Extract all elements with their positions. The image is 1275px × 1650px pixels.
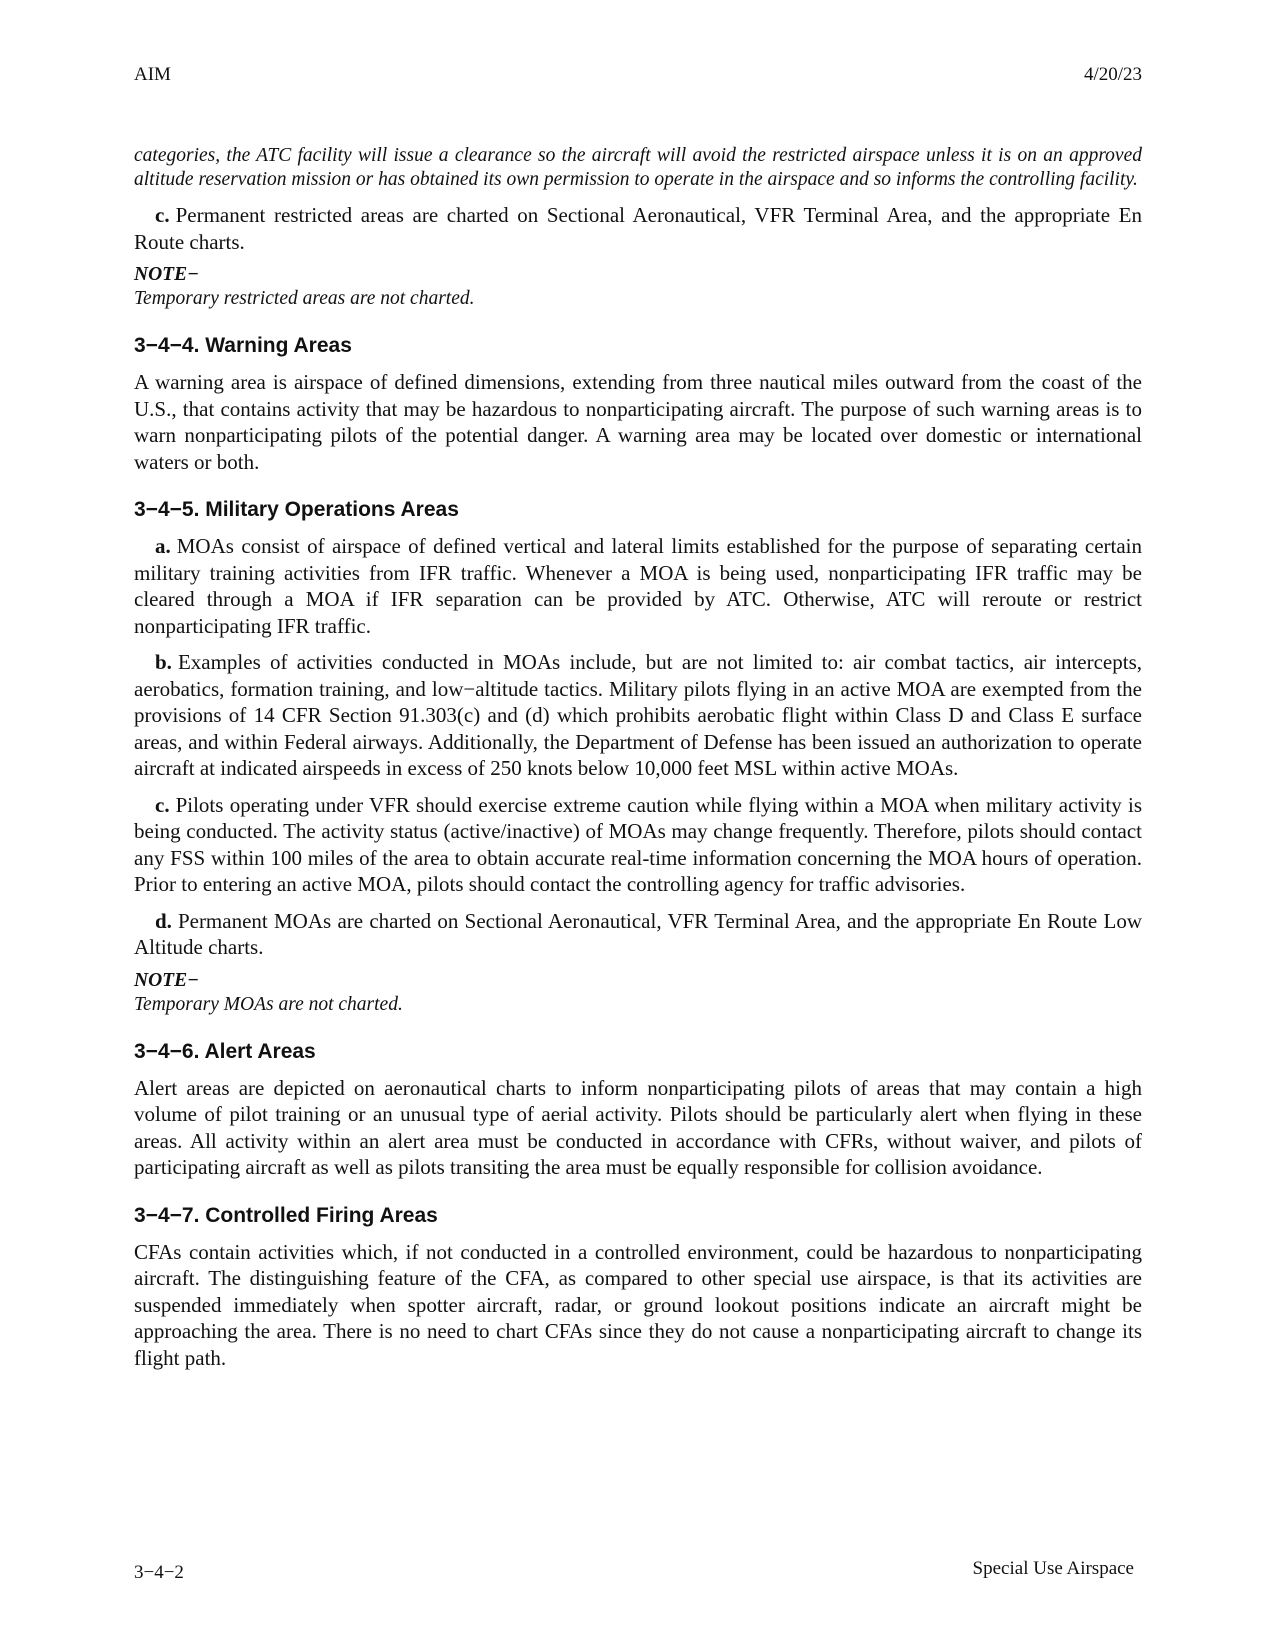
paragraph-text: MOAs consist of airspace of defined vertical and lateral limits established for the purpose of separating certain military training activities from IFR traffic. Whenever a MOA is being used, nonparticipating IFR traffic may be cleared through a MOA if IFR separation can be provided by ATC. Otherwise, ATC will reroute or restrict nonparticipating IFR traffic. xyxy=(134,534,1142,638)
header-date: 4/20/23 xyxy=(1083,64,1142,85)
moa-paragraph-a xyxy=(134,533,1142,639)
restricted-note xyxy=(134,263,1142,311)
note-text: Temporary MOAs are not charted. xyxy=(134,993,403,1015)
paragraph-label: b. xyxy=(155,650,172,674)
footer-chapter-title: Special Use Airspace xyxy=(972,1558,1134,1579)
page-header xyxy=(134,64,1142,90)
note-title: NOTE− xyxy=(134,969,199,991)
paragraph-text: Permanent restricted areas are charted on Sectional Aeronautical, VFR Terminal Area, and the appropriate En Route charts. xyxy=(134,203,1142,254)
alert-areas-text: Alert areas are depicted on aeronautical charts to inform nonparticipating pilots of areas that may contain a high volume of pilot training or an unusual type of aerial activity. Pilots should be particularly alert when flying in these areas. All activity within an alert area must be conducted in accordance with CFRs, without waiver, and pilots of participating aircraft as well as pilots transiting the area must be equally responsible for collision avoidance. xyxy=(134,1075,1142,1179)
section-heading-warning-areas: 3−4−4. Warning Areas xyxy=(134,334,352,357)
note-text: Temporary restricted areas are not charted. xyxy=(134,288,475,309)
paragraph-label: c. xyxy=(155,203,170,227)
page-body xyxy=(134,144,1142,1371)
paragraph-label: a. xyxy=(155,534,171,558)
controlled-firing-areas-text: CFAs contain activities which, if not conducted in a controlled environment, could be hazardous to nonparticipating aircraft. The distinguishing feature of the CFA, as compared to other special use airspace, is that its activities are suspended immediately when spotter aircraft, radar, or ground lookout positions indicate an aircraft might be approaching the area. There is no need to chart CFAs since they do not cause a nonparticipating aircraft to change its flight path. xyxy=(134,1239,1142,1370)
footer-page-number: 3−4−2 xyxy=(134,1562,184,1583)
section-heading-military-operations-areas: 3−4−5. Military Operations Areas xyxy=(134,498,459,521)
note-title: NOTE− xyxy=(134,264,199,285)
paragraph-label: d. xyxy=(155,908,172,933)
moa-paragraph-d xyxy=(134,908,1142,961)
paragraph-text: Pilots operating under VFR should exercise extreme caution while flying within a MOA when military activity is being conducted. The activity status (active/inactive) of MOAs may change frequently. Therefore, pilots should contact any FSS within 100 miles of the area to obtain accurate real-time information concerning the MOA hours of operation. Prior to entering an active MOA, pilots should contact the controlling agency for traffic advisories. xyxy=(134,792,1142,896)
paragraph-text: Examples of activities conducted in MOAs include, but are not limited to: air combat tactics, air intercepts, aerobatics, formation training, and low−altitude tactics. Military pilots flying in an active MOA are exempted from the provisions of 14 CFR Section 91.303(c) and (d) which prohibits aerobatic flight within Class D and Class E surface areas, and within Federal airways. Additionally, the Department of Defense has been issued an authorization to operate aircraft at indicated airspeeds in excess of 250 knots below 10,000 feet MSL within active MOAs. xyxy=(134,650,1142,780)
warning-areas-text: A warning area is airspace of defined dimensions, extending from three nautical miles outward from the coast of the U.S., that contains activity that may be hazardous to nonparticipating aircraft. The purpose of such warning areas is to warn nonparticipating pilots of the potential danger. A warning area may be located over domestic or international waters or both. xyxy=(134,370,1142,474)
document-page xyxy=(134,0,1142,1650)
paragraph-text: Permanent MOAs are charted on Sectional Aeronautical, VFR Terminal Area, and the appropriate En Route Low Altitude charts. xyxy=(134,908,1142,959)
moa-paragraph-b xyxy=(134,649,1142,782)
paragraph-label: c. xyxy=(155,792,170,817)
section-heading-controlled-firing-areas: 3−4−7. Controlled Firing Areas xyxy=(134,1203,438,1227)
section-heading-alert-areas: 3−4−6. Alert Areas xyxy=(134,1039,316,1063)
restricted-paragraph-c xyxy=(134,202,1142,255)
header-publication: AIM xyxy=(134,64,171,85)
moa-paragraph-c xyxy=(134,792,1142,898)
moa-note xyxy=(134,969,1142,1017)
continuation-text: categories, the ATC facility will issue a clearance so the aircraft will avoid the restricted airspace unless it is on an approved altitude reservation mission or has obtained its own permission to operate in the airspace and so informs the controlling facility. xyxy=(134,145,1142,190)
